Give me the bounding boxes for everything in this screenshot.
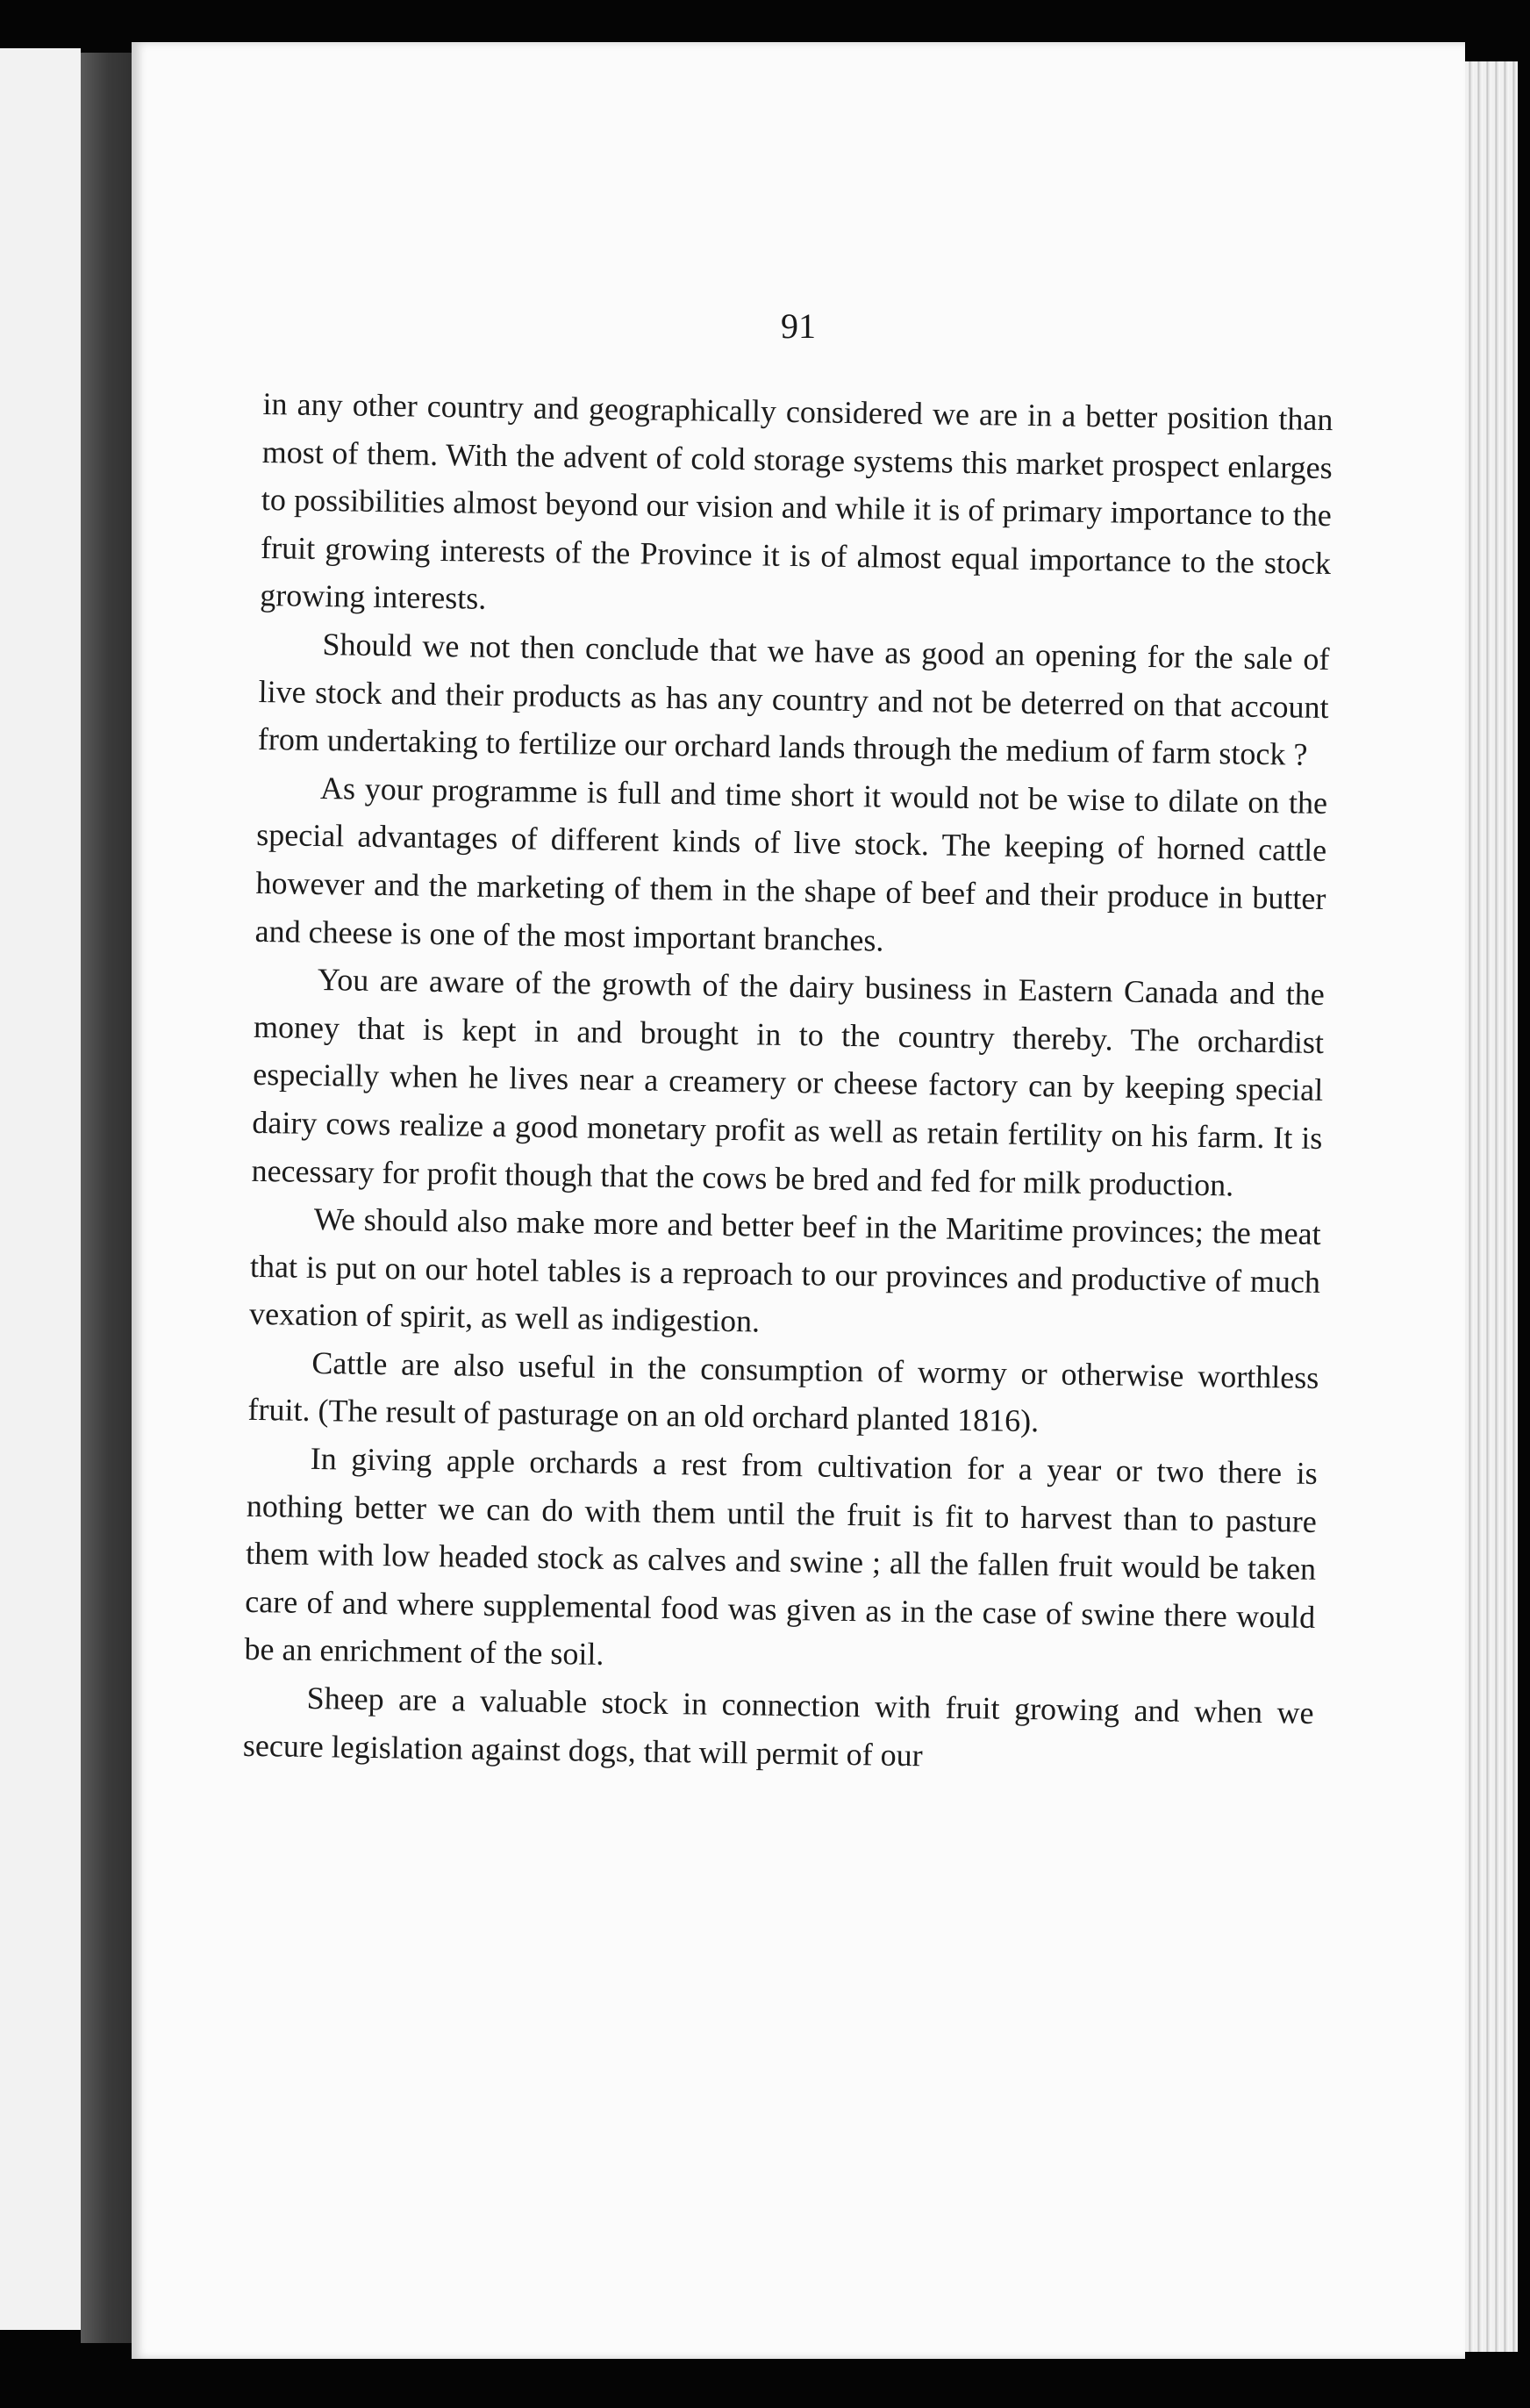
book-page bbox=[132, 42, 1465, 2359]
paragraph-8: Sheep are a valuable stock in connection with fruit growing and when we secure legislation against dogs, that will permit of our bbox=[242, 1680, 1314, 1773]
paragraph-3: As your programme is full and time short it would not be wise to dilate on the special advantages of different kinds of live stock. The keeping of horned cattle however and the marketing of them in the shape of beef and their produce in butter and cheese is one of the most important branches. bbox=[254, 770, 1328, 958]
paragraph-5: We should also make more and better beef in the Maritime provinces; the meat that is put on our hotel tables is a reproach to our provinces and productive of much vexation of spirit, as well as indigestion. bbox=[248, 1201, 1321, 1339]
facing-page-edge bbox=[0, 48, 81, 2330]
paragraph-2: Should we not then conclude that we have as good an opening for the sale of live stock and their products as has any country and not be deterred on that account from undertaking to fertilize our orchard lands through the medium of farm stock ? bbox=[257, 627, 1330, 772]
paragraph-6: Cattle are also useful in the consumption of wormy or otherwise worthless fruit. (The result of pasturage on an old orchard planted 1816). bbox=[247, 1344, 1319, 1439]
page-number: 91 bbox=[781, 306, 816, 346]
page-stack-edge bbox=[1465, 61, 1518, 2352]
paragraph-1: in any other country and geographically considered we are in a better position than most of them. With the advent of cold storage systems this market prospect enlarges to possibilities almost beyond our vision and while it is of primary importance to the fruit growing interests of the Province it is of almost equal importance to the stock growing interests. bbox=[260, 385, 1333, 617]
paragraph-4: You are aware of the growth of the dairy business in Eastern Canada and the money that is kept in and brought in to the country thereby. The orchardist especially when he lives near a creamery or cheese factory can by keeping special dairy cows realize a good monetary profit as well as retain fertility on his farm. It is necessary for profit though that the cows be bred and fed for milk production. bbox=[251, 962, 1326, 1203]
body-text bbox=[243, 380, 1333, 1785]
paragraph-7: In giving apple orchards a rest from cultivation for a year or two there is nothing better we can do with them until the fruit is fit to harvest than to pasture them with low headed stock as calves and swine ; all the fallen fruit would be taken care of and where supplemental food was given as in the case of swine there would be an enrichment of the soil. bbox=[244, 1440, 1318, 1673]
